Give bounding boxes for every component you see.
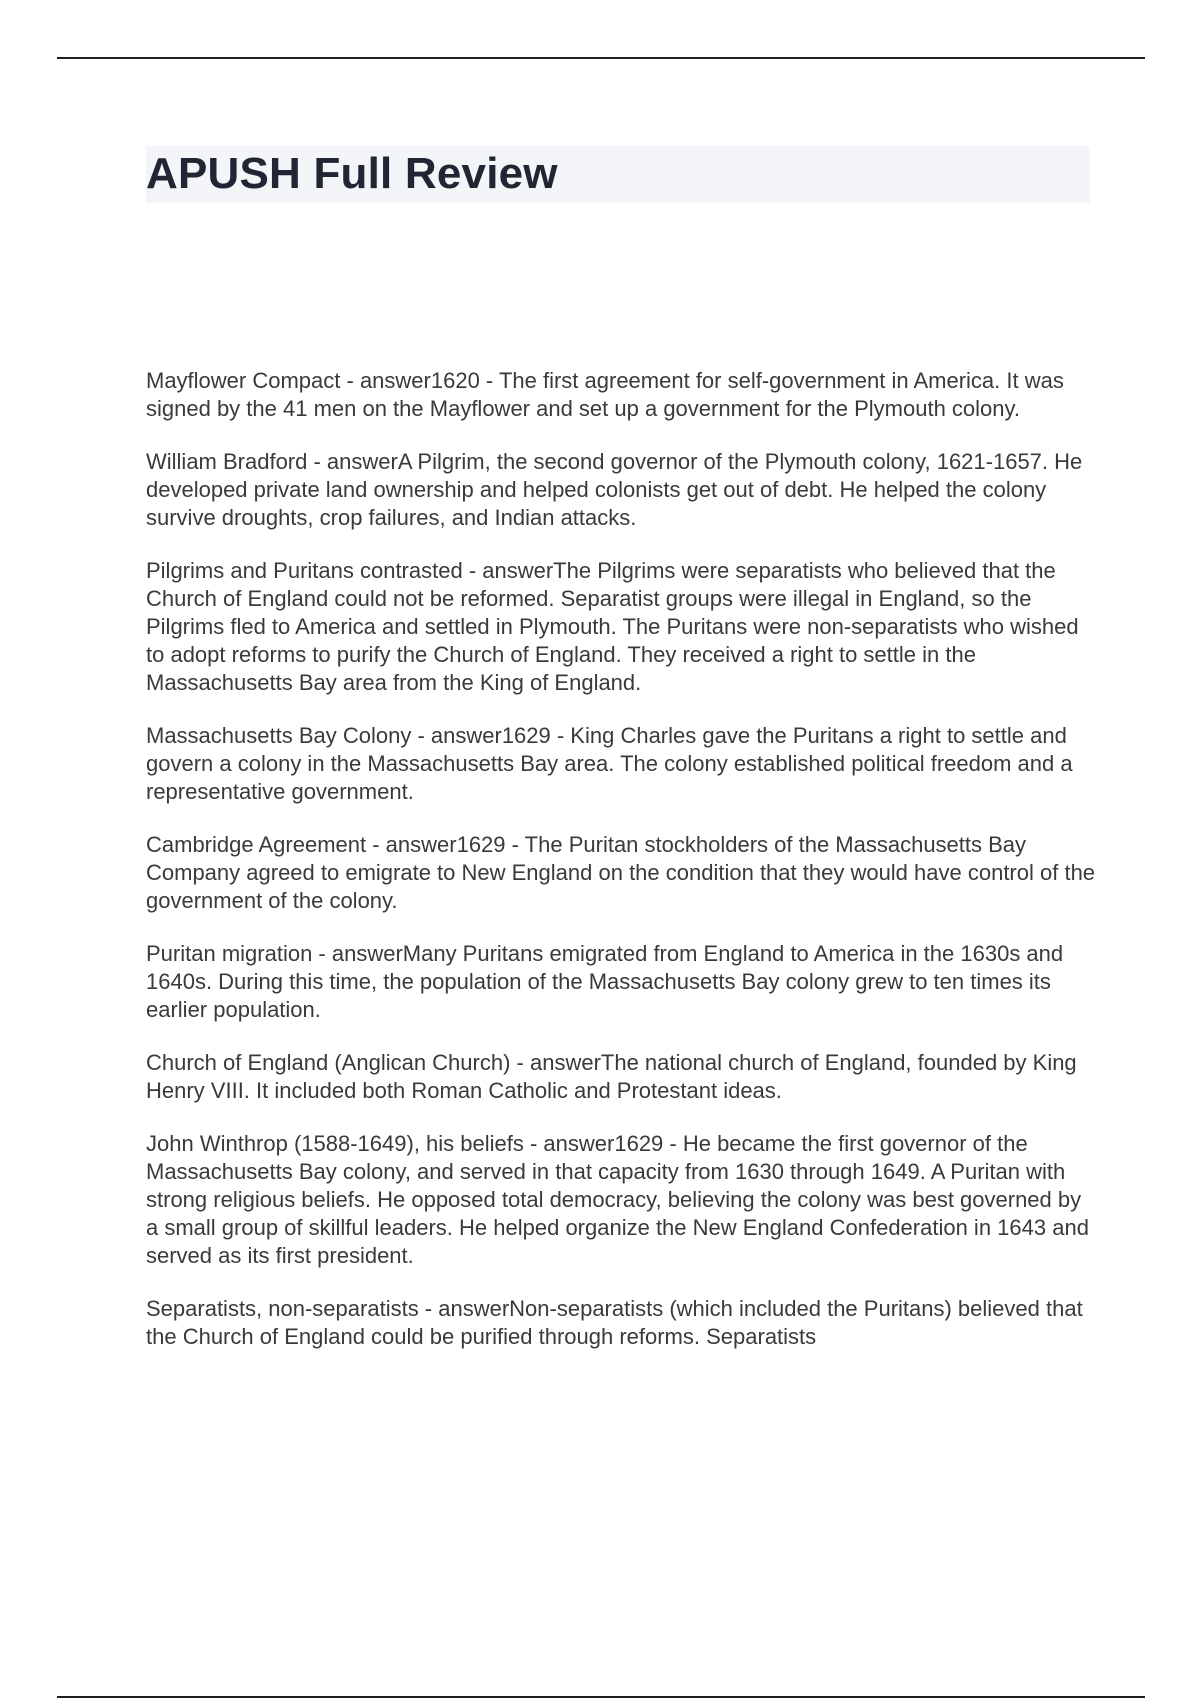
review-entries — [146, 367, 1096, 1376]
entry-mayflower-compact: Mayflower Compact - answer1620 - The first agreement for self-government in America. It was signed by the 41 men on the Mayflower and set up a government for the Plymouth colony. — [146, 368, 1064, 421]
entry-pilgrims-puritans: Pilgrims and Puritans contrasted - answerThe Pilgrims were separatists who believed that the Church of England could not be reformed. Separatist groups were illegal in England, so the Pilgrims fled to America and settled in Plymouth. The Puritans were non-separatists who wished to adopt reforms to purify the Church of England. They received a right to settle in the Massachusetts Bay area from the King of England. — [146, 558, 1079, 695]
entry-separatists: Separatists, non-separatists - answerNon-separatists (which included the Puritans) believed that the Church of England could be purified through reforms. Separatists — [146, 1296, 1083, 1349]
bottom-rule — [57, 1696, 1145, 1698]
entry-massachusetts-bay-colony: Massachusetts Bay Colony - answer1629 - King Charles gave the Puritans a right to settle and govern a colony in the Massachusetts Bay area. The colony established political freedom and a representative government. — [146, 723, 1073, 804]
document-title: APUSH Full Review — [146, 149, 558, 198]
entry-cambridge-agreement: Cambridge Agreement - answer1629 - The Puritan stockholders of the Massachusetts Bay Company agreed to emigrate to New England on the condition that they would have control of the government of the colony. — [146, 832, 1096, 913]
entry-john-winthrop: John Winthrop (1588-1649), his beliefs - answer1629 - He became the first governor of the Massachusetts Bay colony, and served in that capacity from 1630 through 1649. A Puritan with strong religious beliefs. He opposed total democracy, believing the colony was best governed by a small group of skillful leaders. He helped organize the New England Confederation in 1643 and served as its first president. — [146, 1131, 1089, 1268]
entry-william-bradford: William Bradford - answerA Pilgrim, the second governor of the Plymouth colony, 1621-1657. He developed private land ownership and helped colonists get out of debt. He helped the colony survive droughts, crop failures, and Indian attacks. — [146, 449, 1083, 530]
entry-puritan-migration: Puritan migration - answerMany Puritans emigrated from England to America in the 1630s and 1640s. During this time, the population of the Massachusetts Bay colony grew to ten times its earlier population. — [146, 941, 1064, 1022]
top-rule — [57, 57, 1145, 59]
entry-church-of-england: Church of England (Anglican Church) - answerThe national church of England, founded by King Henry VIII. It included both Roman Catholic and Protestant ideas. — [146, 1050, 1077, 1103]
